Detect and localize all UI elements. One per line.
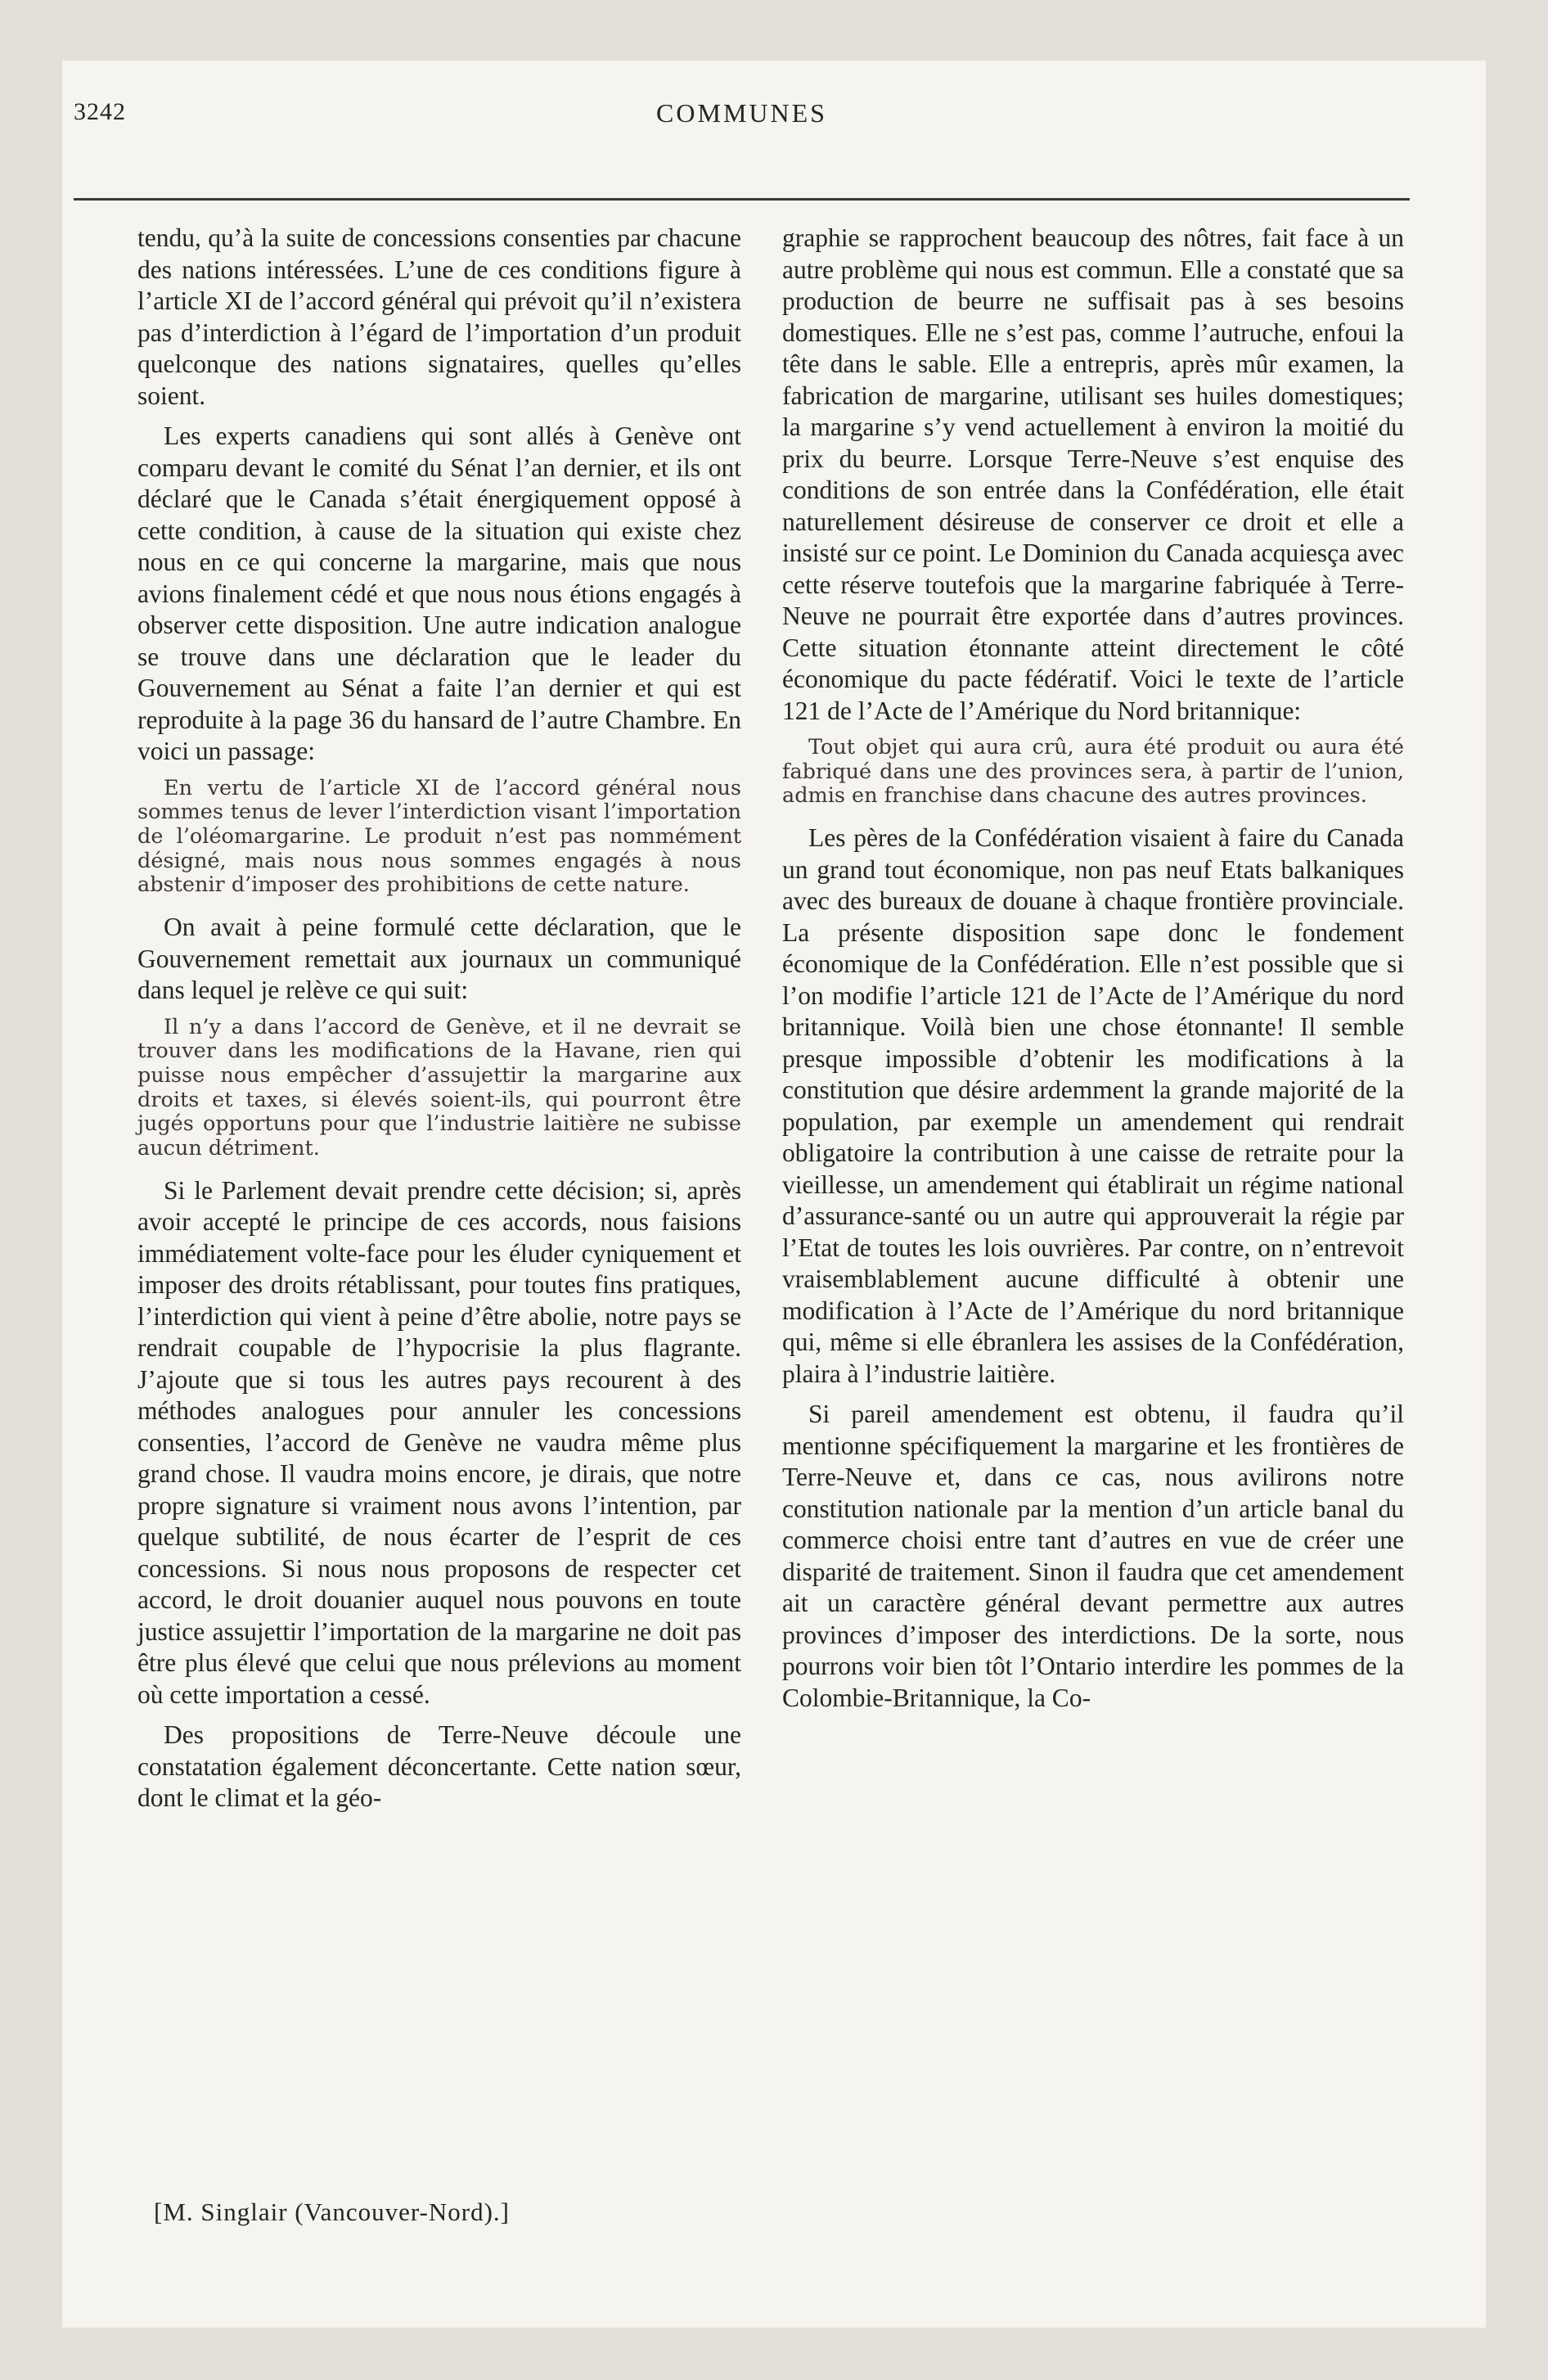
page-header [74, 98, 1410, 147]
running-head: COMMUNES [656, 98, 827, 128]
right-column [782, 223, 1404, 1714]
paragraph: tendu, qu’à la suite de concessions consenties par chacune des nations intéressées. L’une de ces conditions figure à l’article XI de l’accord général qui prévoit qu’il n’existera pas d’interdiction à l’égard de l’importation d’un produit quelconque des nations signataires, quelles qu’elles soient. [137, 223, 741, 410]
speaker-attribution: [M. Singlair (Vancouver-Nord).] [154, 2197, 510, 2226]
block-quote: Tout objet qui aura crû, aura été produit ou aura été fabriqué dans une des provinces sera, à partir de l’union, admis en franchise dans chacune des autres provinces. [782, 735, 1404, 809]
header-rule [74, 198, 1410, 201]
page-number: 3242 [74, 98, 126, 125]
block-quote: Il n’y a dans l’accord de Genève, et il ne devrait se trouver dans les modifications de la Havane, rien qui puisse nous empêcher d’assujettir la margarine aux droits et taxes, si élevés soient-ils, qui pourront être jugés opportuns pour que l’industrie laitière ne subisse aucun détriment. [137, 1014, 741, 1161]
paragraph: Si le Parlement devait prendre cette décision; si, après avoir accepté le principe de ces accords, nous faisions immédiatement volte-face pour les éluder cyniquement et imposer des droits rétablissant, pour toutes fins pratiques, l’interdiction qui vient à peine d’être abolie, notre pays se rendrait coupable de l’hypocrisie la plus flagrante. J’ajoute que si tous les autres pays recourent à des méthodes analogues pour annuler les concessions consenties, l’accord de Genève ne vaudra même plus grand chose. Il vaudra moins encore, je dirais, que notre propre signature si vraiment nous avons l’intention, par quelque subtilité, de nous écarter de l’esprit de ces concessions. Si nous nous proposons de respecter cet accord, le droit douanier auquel nous pouvons en toute justice assujettir l’importation de la margarine ne doit pas être plus élevé que celui que nous prélevions au moment où cette importation a cessé. [137, 1175, 741, 1709]
paragraph: Si pareil amendement est obtenu, il faudra qu’il mentionne spécifiquement la margarine et les frontières de Terre-Neuve et, dans ce cas, nous avilirons notre constitution nationale par la mention d’un article banal du commerce choisi entre tant d’autres en vue de créer une disparité de traitement. Sinon il faudra que cet amendement ait un caractère général devant permettre aux autres provinces d’imposer des interdictions. De la sorte, nous pourrons voir bien tôt l’Ontario interdire les pommes de la Colombie-Britannique, la Co- [782, 1400, 1404, 1712]
paragraph: Les pères de la Confédération visaient à faire du Canada un grand tout économique, non pas neuf Etats balkaniques avec des bureaux de douane à chaque frontière provinciale. La présente disposition sape donc le fondement économique de la Confédération. Elle n’est possible que si l’on modifie l’article 121 de l’Acte de l’Amérique du nord britannique. Voilà bien une chose étonnante! Il semble presque impossible d’obtenir les modifications à la constitution que désire ardemment la grande majorité de la population, par exemple un amendement qui rendrait obligatoire la contribution à une caisse de retraite pour la vieillesse, un amendement qui établirait un régime national d’assurance-santé ou un autre qui approuverait la régie par l’Etat de toutes les lois ouvrières. Par contre, on n’entrevoit vraisemblablement aucune difficulté à obtenir une modification à l’Acte de l’Amérique du nord britannique qui, même si elle ébranlera les assises de la Confédération, plaira à l’industrie laitière. [782, 823, 1404, 1388]
paragraph: On avait à peine formulé cette déclaration, que le Gouvernement remettait aux journaux un communiqué dans lequel je relève ce qui suit: [137, 913, 741, 1005]
block-quote: En vertu de l’article XI de l’accord général nous sommes tenus de lever l’interdiction visant l’importation de l’oléomargarine. Le produit n’est pas nommément désigné, mais nous nous sommes engagés à nous abstenir d’imposer des prohibitions de cette nature. [137, 775, 741, 898]
paragraph: Les experts canadiens qui sont allés à Genève ont comparu devant le comité du Sénat l’an dernier, et ils ont déclaré que le Canada s’était énergiquement opposé à cette condition, à cause de la situation qui existe chez nous en ce qui concerne la margarine, mais que nous avions finalement cédé et que nous nous étions engagés à observer cette disposition. Une autre indication analogue se trouve dans une déclaration que le leader du Gouvernement au Sénat a faite l’an dernier et qui est reproduite à la page 36 du hansard de l’autre Chambre. En voici un passage: [137, 421, 741, 765]
left-column [137, 223, 741, 1814]
paragraph: graphie se rapprochent beaucoup des nôtres, fait face à un autre problème qui nous est commun. Elle a constaté que sa production de beurre ne suffisait pas à ses besoins domestiques. Elle ne s’est pas, comme l’autruche, enfoui la tête dans le sable. Elle a entrepris, après mûr examen, la fabrication de margarine, utilisant ses huiles domestiques; la margarine s’y vend actuellement à environ la moitié du prix du beurre. Lorsque Terre-Neuve s’est enquise des conditions de son entrée dans la Confédération, elle était naturellement désireuse de conserver ce droit et elle a insisté sur ce point. Le Dominion du Canada acquiesça avec cette réserve toutefois que la margarine fabriquée à Terre-Neuve ne pourrait être exportée dans d’autres provinces. Cette situation étonnante atteint directement le côté économique du pacte fédératif. Voici le texte de l’article 121 de l’Acte de l’Amérique du Nord britannique: [782, 223, 1404, 725]
paragraph: Des propositions de Terre-Neuve découle une constatation également déconcertante. Cette nation sœur, dont le climat et la géo- [137, 1720, 741, 1813]
